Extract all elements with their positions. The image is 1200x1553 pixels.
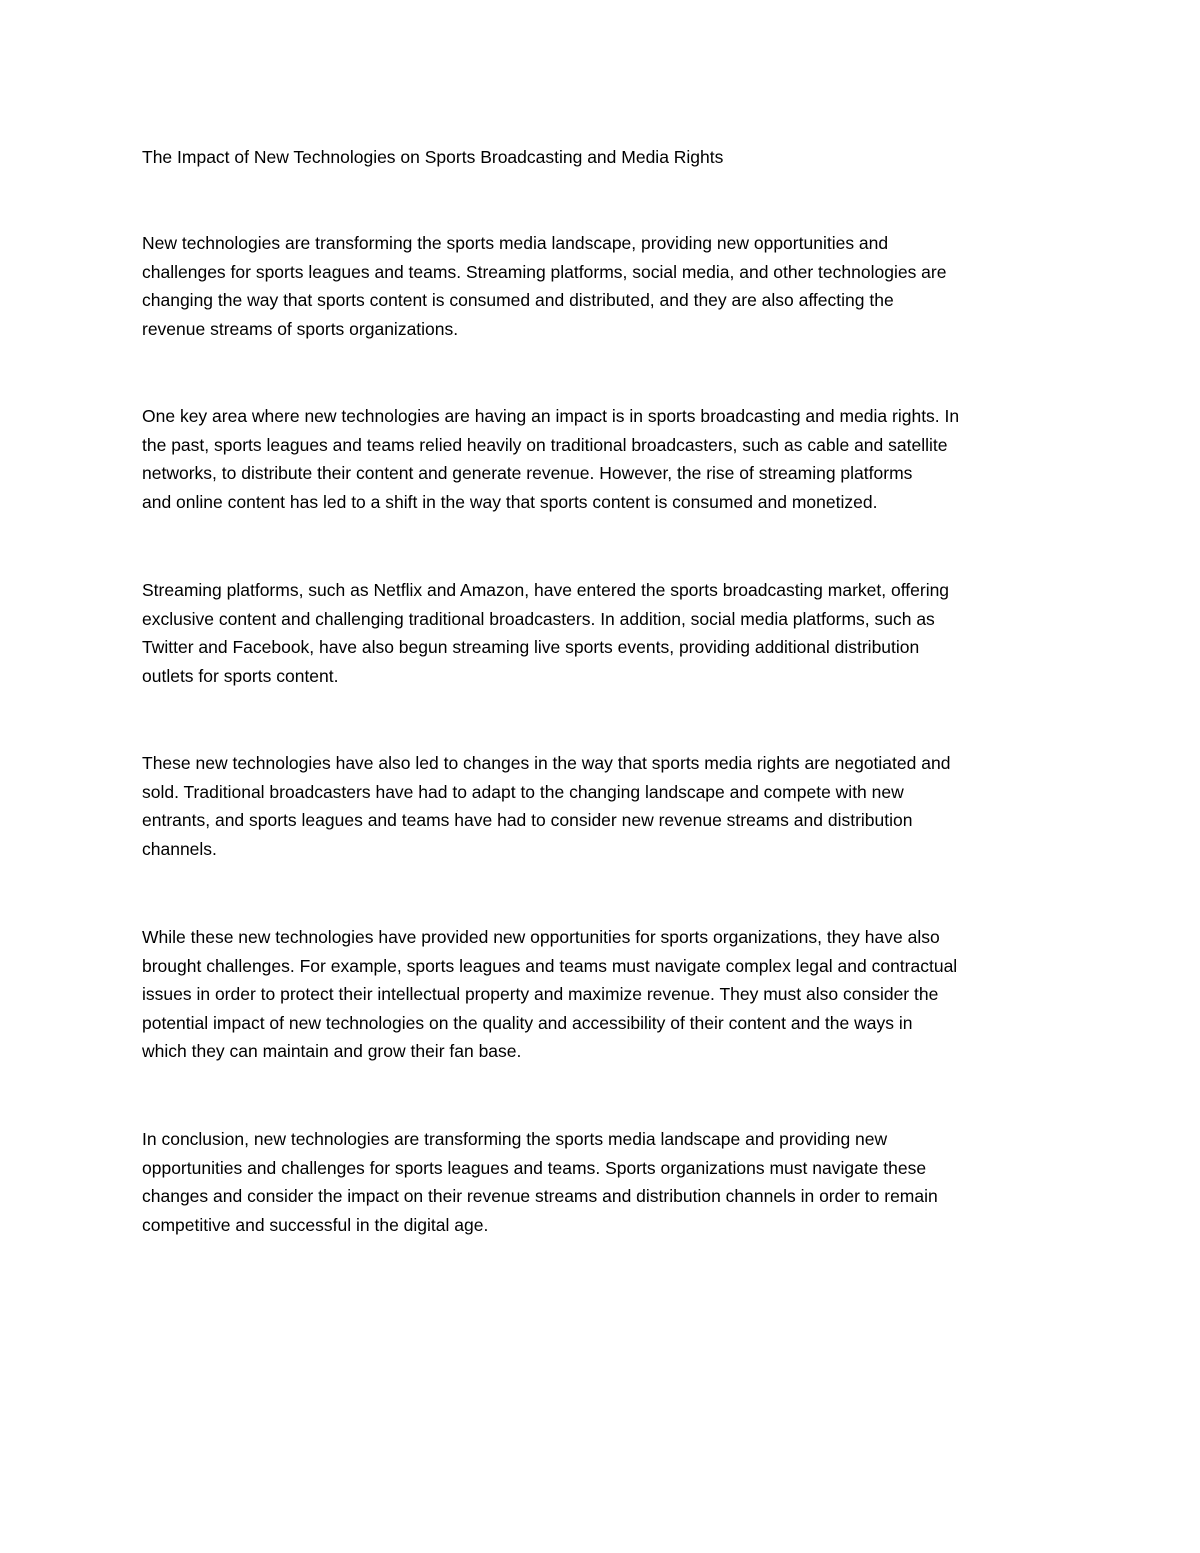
document-title: The Impact of New Technologies on Sports Broadcasting and Media Rights (142, 147, 724, 167)
paragraph-line: revenue streams of sports organizations. (142, 318, 459, 339)
paragraph-line: sold. Traditional broadcasters have had to adapt to the changing landscape and compete with new (142, 781, 904, 802)
paragraph-line: In conclusion, new technologies are transforming the sports media landscape and providing new (142, 1129, 888, 1149)
paragraph-line: which they can maintain and grow their fan base. (142, 1041, 522, 1062)
paragraph-line: entrants, and sports leagues and teams have had to consider new revenue streams and distribution (142, 810, 913, 831)
paragraph-line: changes and consider the impact on their revenue streams and distribution channels in order to remain (142, 1186, 938, 1207)
paragraph-line: competitive and successful in the digital age. (142, 1214, 489, 1235)
paragraph-4 (142, 749, 1062, 863)
paragraph-line: Streaming platforms, such as Netflix and Amazon, have entered the sports broadcasting market, offering (142, 580, 950, 600)
paragraph-line: channels. (142, 838, 217, 859)
paragraph-6 (142, 1125, 1062, 1239)
paragraph-5 (142, 923, 1062, 1066)
paragraph-line: opportunities and challenges for sports leagues and teams. Sports organizations must navigate these (142, 1157, 927, 1178)
paragraph-line: These new technologies have also led to changes in the way that sports media rights are negotiated and (142, 753, 951, 773)
paragraph-line: the past, sports leagues and teams relied heavily on traditional broadcasters, such as cable and satellite (142, 434, 948, 455)
paragraph-line: exclusive content and challenging traditional broadcasters. In addition, social media platforms, such as (142, 608, 935, 629)
paragraph-3 (142, 576, 1062, 690)
paragraph-2 (142, 402, 1062, 516)
paragraph-line: changing the way that sports content is consumed and distributed, and they are also affecting the (142, 290, 894, 311)
paragraph-line: One key area where new technologies are having an impact is in sports broadcasting and media rights. In (142, 406, 960, 426)
paragraph-line: issues in order to protect their intellectual property and maximize revenue. They must also consider the (142, 984, 939, 1005)
paragraph-1 (142, 229, 1062, 343)
paragraph-line: Twitter and Facebook, have also begun streaming live sports events, providing additional distribution (142, 637, 920, 658)
paragraph-line: New technologies are transforming the sports media landscape, providing new opportunities and (142, 233, 889, 253)
paragraph-line: challenges for sports leagues and teams. Streaming platforms, social media, and other technologies are (142, 261, 947, 282)
paragraph-line: outlets for sports content. (142, 665, 339, 686)
paragraph-line: potential impact of new technologies on the quality and accessibility of their content and the ways in (142, 1012, 913, 1033)
paragraph-line: While these new technologies have provided new opportunities for sports organizations, they have also (142, 927, 940, 947)
paragraph-line: networks, to distribute their content and generate revenue. However, the rise of streaming platforms (142, 463, 913, 484)
paragraph-line: and online content has led to a shift in the way that sports content is consumed and monetized. (142, 491, 878, 512)
paragraph-line: brought challenges. For example, sports leagues and teams must navigate complex legal and contractual (142, 955, 958, 976)
